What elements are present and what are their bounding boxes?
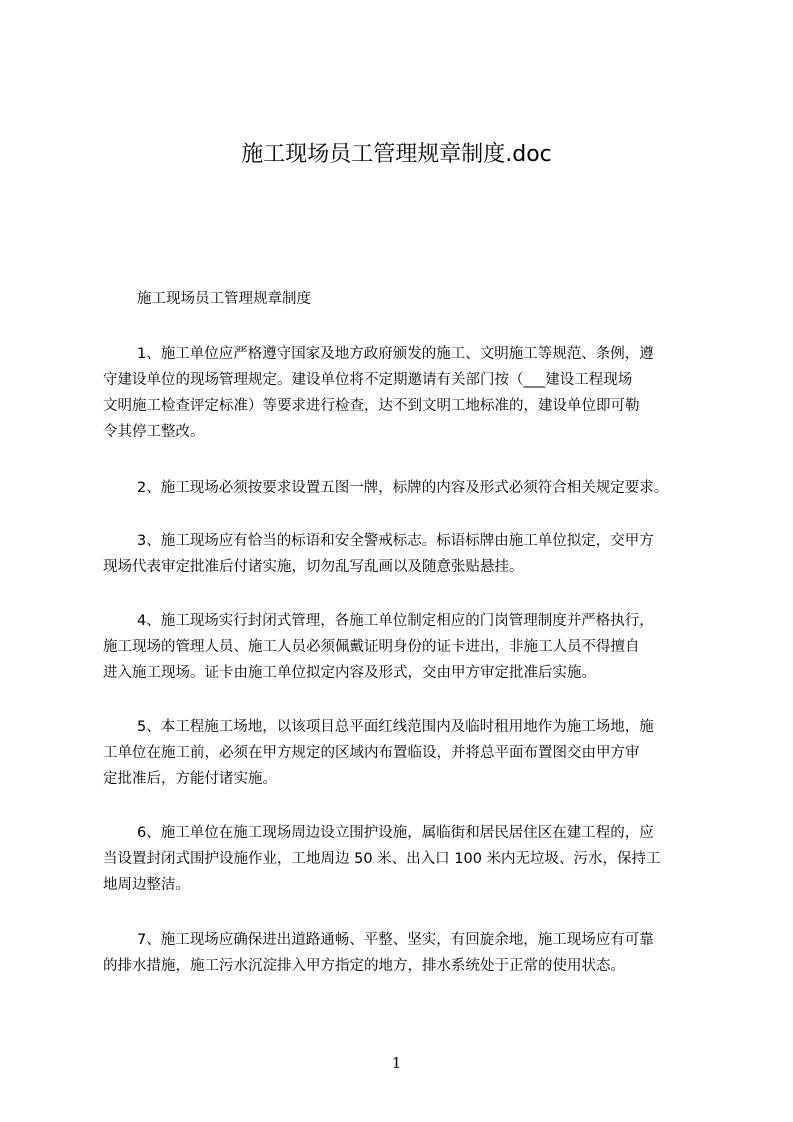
paragraph-line: 4、施工现场实行封闭式管理，各施工单位制定相应的门岗管理制度并严格执行， (137, 613, 654, 629)
paragraph-2 (103, 475, 723, 501)
paragraph-line: 2、施工现场必须按要求设置五图一牌，标牌的内容及形式必须符合相关规定要求。 (137, 480, 669, 496)
paragraph-line: 令其停工整改。 (103, 424, 205, 440)
paragraph-3 (103, 528, 723, 580)
paragraph-line: 5、本工程施工场地，以该项目总平面红线范围内及临时租用地作为施工场地，施 (137, 719, 654, 735)
paragraph-line: 的排水措施，施工污水沉淀排入甲方指定的地方，排水系统处于正常的使用状态。 (103, 958, 625, 974)
paragraph-line: 进入施工现场。证卡由施工单位拟定内容及形式，交由甲方审定批准后实施。 (103, 665, 596, 681)
paragraph-line: 守建设单位的现场管理规定。建设单位将不定期邀请有关部门按（___建设工程现场 (103, 372, 633, 388)
paragraph-line: 文明施工检查评定标准）等要求进行检查，达不到文明工地标准的，建设单位即可勒 (103, 398, 640, 414)
document-title: 施工现场员工管理规章制度.doc (241, 142, 552, 167)
paragraph-6 (103, 820, 723, 898)
paragraph-line: 工单位在施工前，必须在甲方规定的区域内布置临设，并将总平面布置图交由甲方审 (103, 745, 640, 761)
paragraph-line: 6、施工单位在施工现场周边设立围护设施，属临街和居民居住区在建工程的，应 (137, 825, 654, 841)
paragraph-7 (103, 927, 723, 979)
paragraph-line: 1、施工单位应严格遵守国家及地方政府颁发的施工、文明施工等规范、条例，遵 (137, 346, 654, 362)
paragraph-1 (103, 341, 723, 445)
paragraph-line: 施工现场的管理人员、施工人员必须佩戴证明身份的证卡进出，非施工人员不得擅自 (103, 639, 640, 655)
paragraph-line: 3、施工现场应有恰当的标语和安全警戒标志。标语标牌由施工单位拟定，交甲方 (137, 533, 654, 549)
paragraph-line: 当设置封闭式围护设施作业，工地周边 50 米、出入口 100 米内无垃圾、污水，保持工 (103, 851, 661, 867)
paragraph-line: 地周边整洁。 (103, 877, 190, 893)
paragraph-5 (103, 714, 723, 792)
document-subtitle: 施工现场员工管理规章制度 (137, 291, 311, 307)
paragraph-line: 定批准后，方能付诸实施。 (103, 771, 277, 787)
paragraph-line: 7、施工现场应确保进出道路通畅、平整、坚实，有回旋余地，施工现场应有可靠 (137, 932, 654, 948)
paragraph-line: 现场代表审定批准后付诸实施，切勿乱写乱画以及随意张贴悬挂。 (103, 559, 524, 575)
page-number: 1 (391, 1054, 402, 1072)
paragraph-4 (103, 608, 723, 686)
